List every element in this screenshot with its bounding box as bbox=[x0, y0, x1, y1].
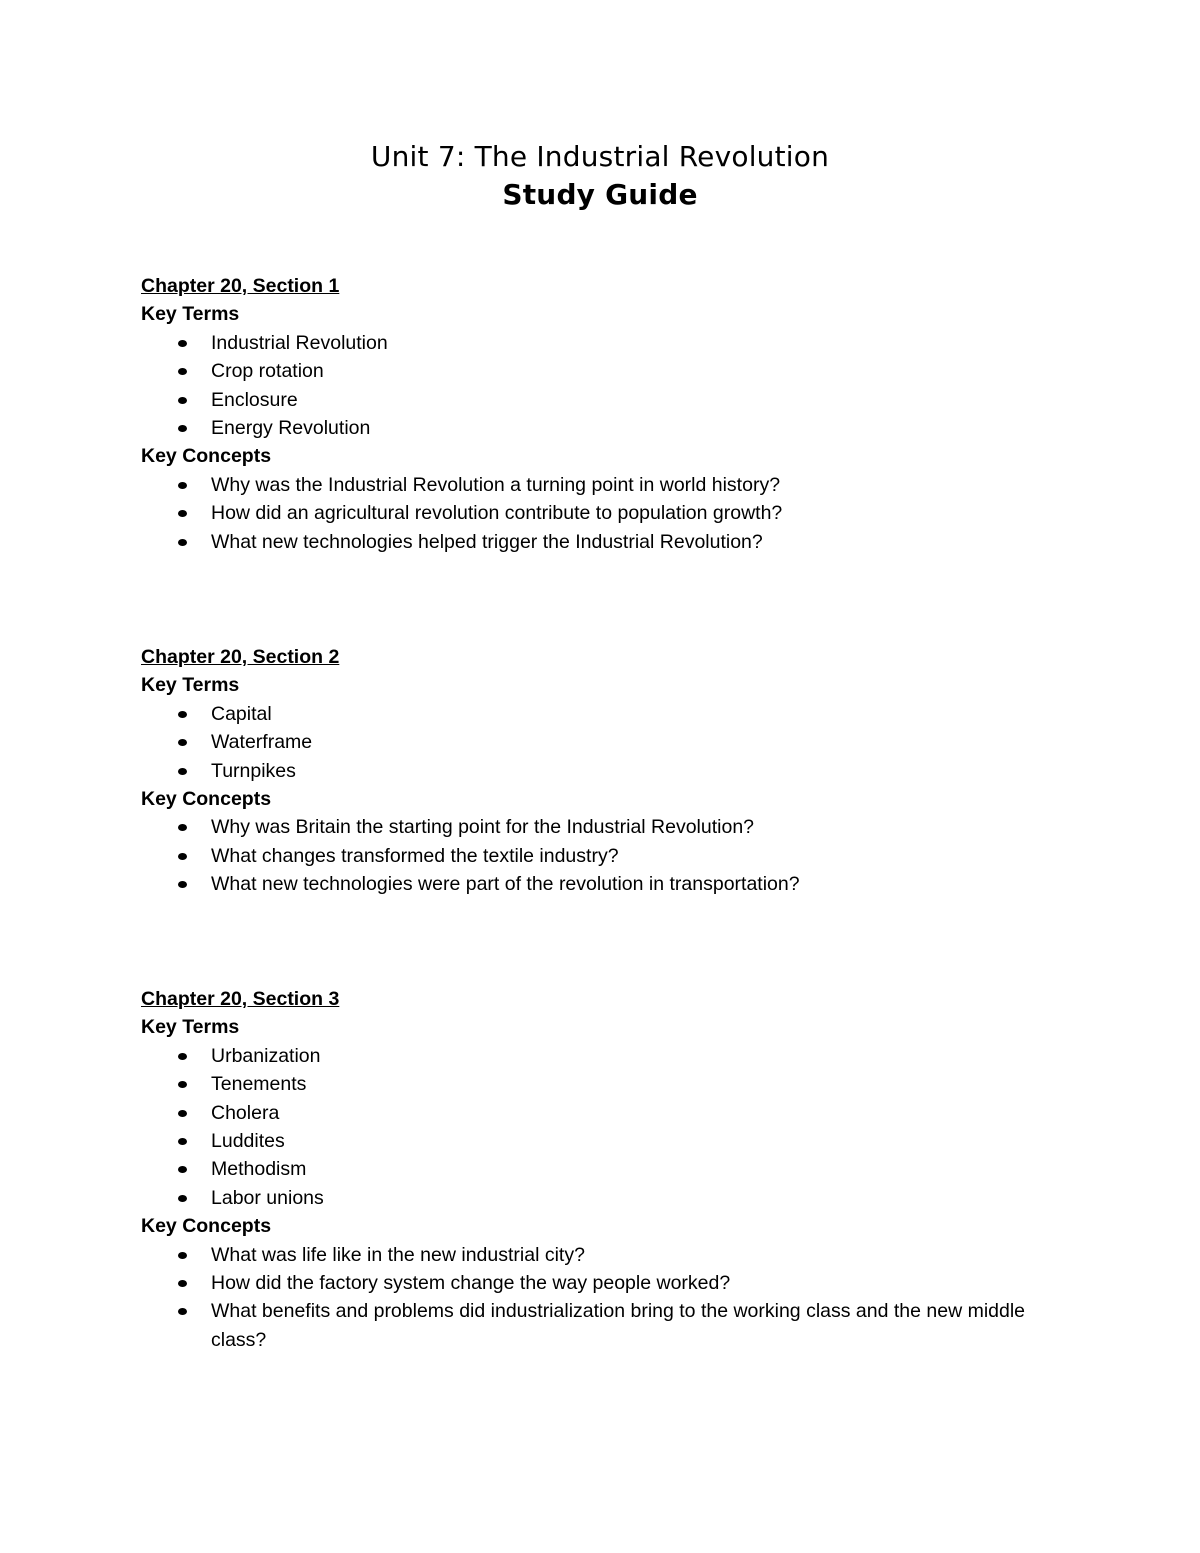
list-item bbox=[141, 842, 1101, 870]
bullet-icon bbox=[178, 824, 187, 831]
key-concepts-heading: Key Concepts bbox=[141, 1215, 272, 1238]
key-terms-list bbox=[141, 700, 1101, 785]
list-item bbox=[141, 1184, 1101, 1212]
list-item-text: How did the factory system change the way people worked? bbox=[211, 1272, 731, 1295]
list-item bbox=[141, 528, 1101, 556]
page-subtitle: Study Guide bbox=[502, 178, 698, 211]
list-item-text: Capital bbox=[211, 702, 272, 725]
bullet-icon bbox=[178, 397, 187, 404]
key-concepts-heading: Key Concepts bbox=[141, 788, 272, 811]
bullet-icon bbox=[178, 881, 187, 888]
bullet-icon bbox=[178, 1280, 187, 1287]
bullet-icon bbox=[178, 1110, 187, 1117]
section-1 bbox=[141, 272, 1101, 556]
list-item bbox=[141, 386, 1101, 414]
list-item bbox=[141, 1155, 1101, 1183]
key-concepts-heading: Key Concepts bbox=[141, 445, 272, 468]
bullet-icon bbox=[178, 711, 187, 718]
list-item bbox=[141, 1269, 1101, 1297]
bullet-icon bbox=[178, 768, 187, 775]
bullet-icon bbox=[178, 1138, 187, 1145]
bullet-icon bbox=[178, 482, 187, 489]
bullet-icon bbox=[178, 1053, 187, 1060]
key-terms-list bbox=[141, 1042, 1101, 1212]
list-item-text: Industrial Revolution bbox=[211, 331, 388, 354]
list-item bbox=[141, 471, 1101, 499]
bullet-icon bbox=[178, 1252, 187, 1259]
key-terms-heading: Key Terms bbox=[141, 1016, 240, 1039]
list-item bbox=[141, 1127, 1101, 1155]
list-item bbox=[141, 1241, 1101, 1269]
list-item-text: What new technologies helped trigger the Industrial Revolution? bbox=[211, 530, 763, 553]
key-terms-heading: Key Terms bbox=[141, 674, 240, 697]
list-item-text: Why was Britain the starting point for the Industrial Revolution? bbox=[211, 816, 755, 839]
page-title: Unit 7: The Industrial Revolution bbox=[370, 140, 830, 173]
list-item bbox=[141, 329, 1101, 357]
section-heading: Chapter 20, Section 3 bbox=[141, 988, 340, 1010]
list-item-text: What changes transformed the textile industry? bbox=[211, 844, 619, 867]
list-item-text: Energy Revolution bbox=[211, 417, 371, 440]
bullet-icon bbox=[178, 1166, 187, 1173]
list-item-text: Cholera bbox=[211, 1101, 280, 1124]
list-item-text: Crop rotation bbox=[211, 360, 324, 383]
list-item bbox=[141, 357, 1101, 385]
list-item-text: Turnpikes bbox=[211, 759, 296, 782]
list-item bbox=[141, 700, 1101, 728]
list-item-text: Why was the Industrial Revolution a turning point in world history? bbox=[211, 473, 781, 496]
section-heading: Chapter 20, Section 2 bbox=[141, 646, 340, 668]
bullet-icon bbox=[178, 853, 187, 860]
section-heading: Chapter 20, Section 1 bbox=[141, 275, 340, 297]
bullet-icon bbox=[178, 340, 187, 347]
bullet-icon bbox=[178, 425, 187, 432]
list-item-text: Luddites bbox=[211, 1130, 285, 1153]
list-item-text: Labor unions bbox=[211, 1186, 324, 1209]
list-item-text: What new technologies were part of the revolution in transportation? bbox=[211, 873, 800, 896]
list-item bbox=[141, 728, 1101, 756]
list-item bbox=[141, 1297, 1101, 1354]
list-item bbox=[141, 1099, 1101, 1127]
key-concepts-list bbox=[141, 1241, 1101, 1355]
key-terms-heading: Key Terms bbox=[141, 303, 240, 326]
bullet-icon bbox=[178, 510, 187, 517]
key-terms-list bbox=[141, 329, 1101, 443]
list-item bbox=[141, 870, 1101, 898]
bullet-icon bbox=[178, 1308, 187, 1315]
section-2 bbox=[141, 643, 1101, 899]
list-item bbox=[141, 499, 1101, 527]
list-item-text: Waterframe bbox=[211, 731, 313, 754]
list-item bbox=[141, 1070, 1101, 1098]
title-block bbox=[0, 138, 1200, 214]
list-item bbox=[141, 1042, 1101, 1070]
list-item-text: How did an agricultural revolution contribute to population growth? bbox=[211, 502, 783, 525]
list-item-text: Methodism bbox=[211, 1158, 307, 1181]
bullet-icon bbox=[178, 1195, 187, 1202]
bullet-icon bbox=[178, 368, 187, 375]
list-item bbox=[141, 813, 1101, 841]
key-concepts-list bbox=[141, 813, 1101, 898]
list-item-text: Enclosure bbox=[211, 388, 298, 411]
list-item-text: Urbanization bbox=[211, 1044, 321, 1067]
list-item-text: Tenements bbox=[211, 1073, 307, 1096]
list-item-text: What was life like in the new industrial city? bbox=[211, 1243, 585, 1266]
bullet-icon bbox=[178, 539, 187, 546]
key-concepts-list bbox=[141, 471, 1101, 556]
list-item bbox=[141, 414, 1101, 442]
bullet-icon bbox=[178, 1081, 187, 1088]
section-3 bbox=[141, 985, 1101, 1354]
list-item-text: What benefits and problems did industrialization bring to the working class and the new middle class? bbox=[211, 1300, 1026, 1351]
bullet-icon bbox=[178, 739, 187, 746]
list-item bbox=[141, 757, 1101, 785]
